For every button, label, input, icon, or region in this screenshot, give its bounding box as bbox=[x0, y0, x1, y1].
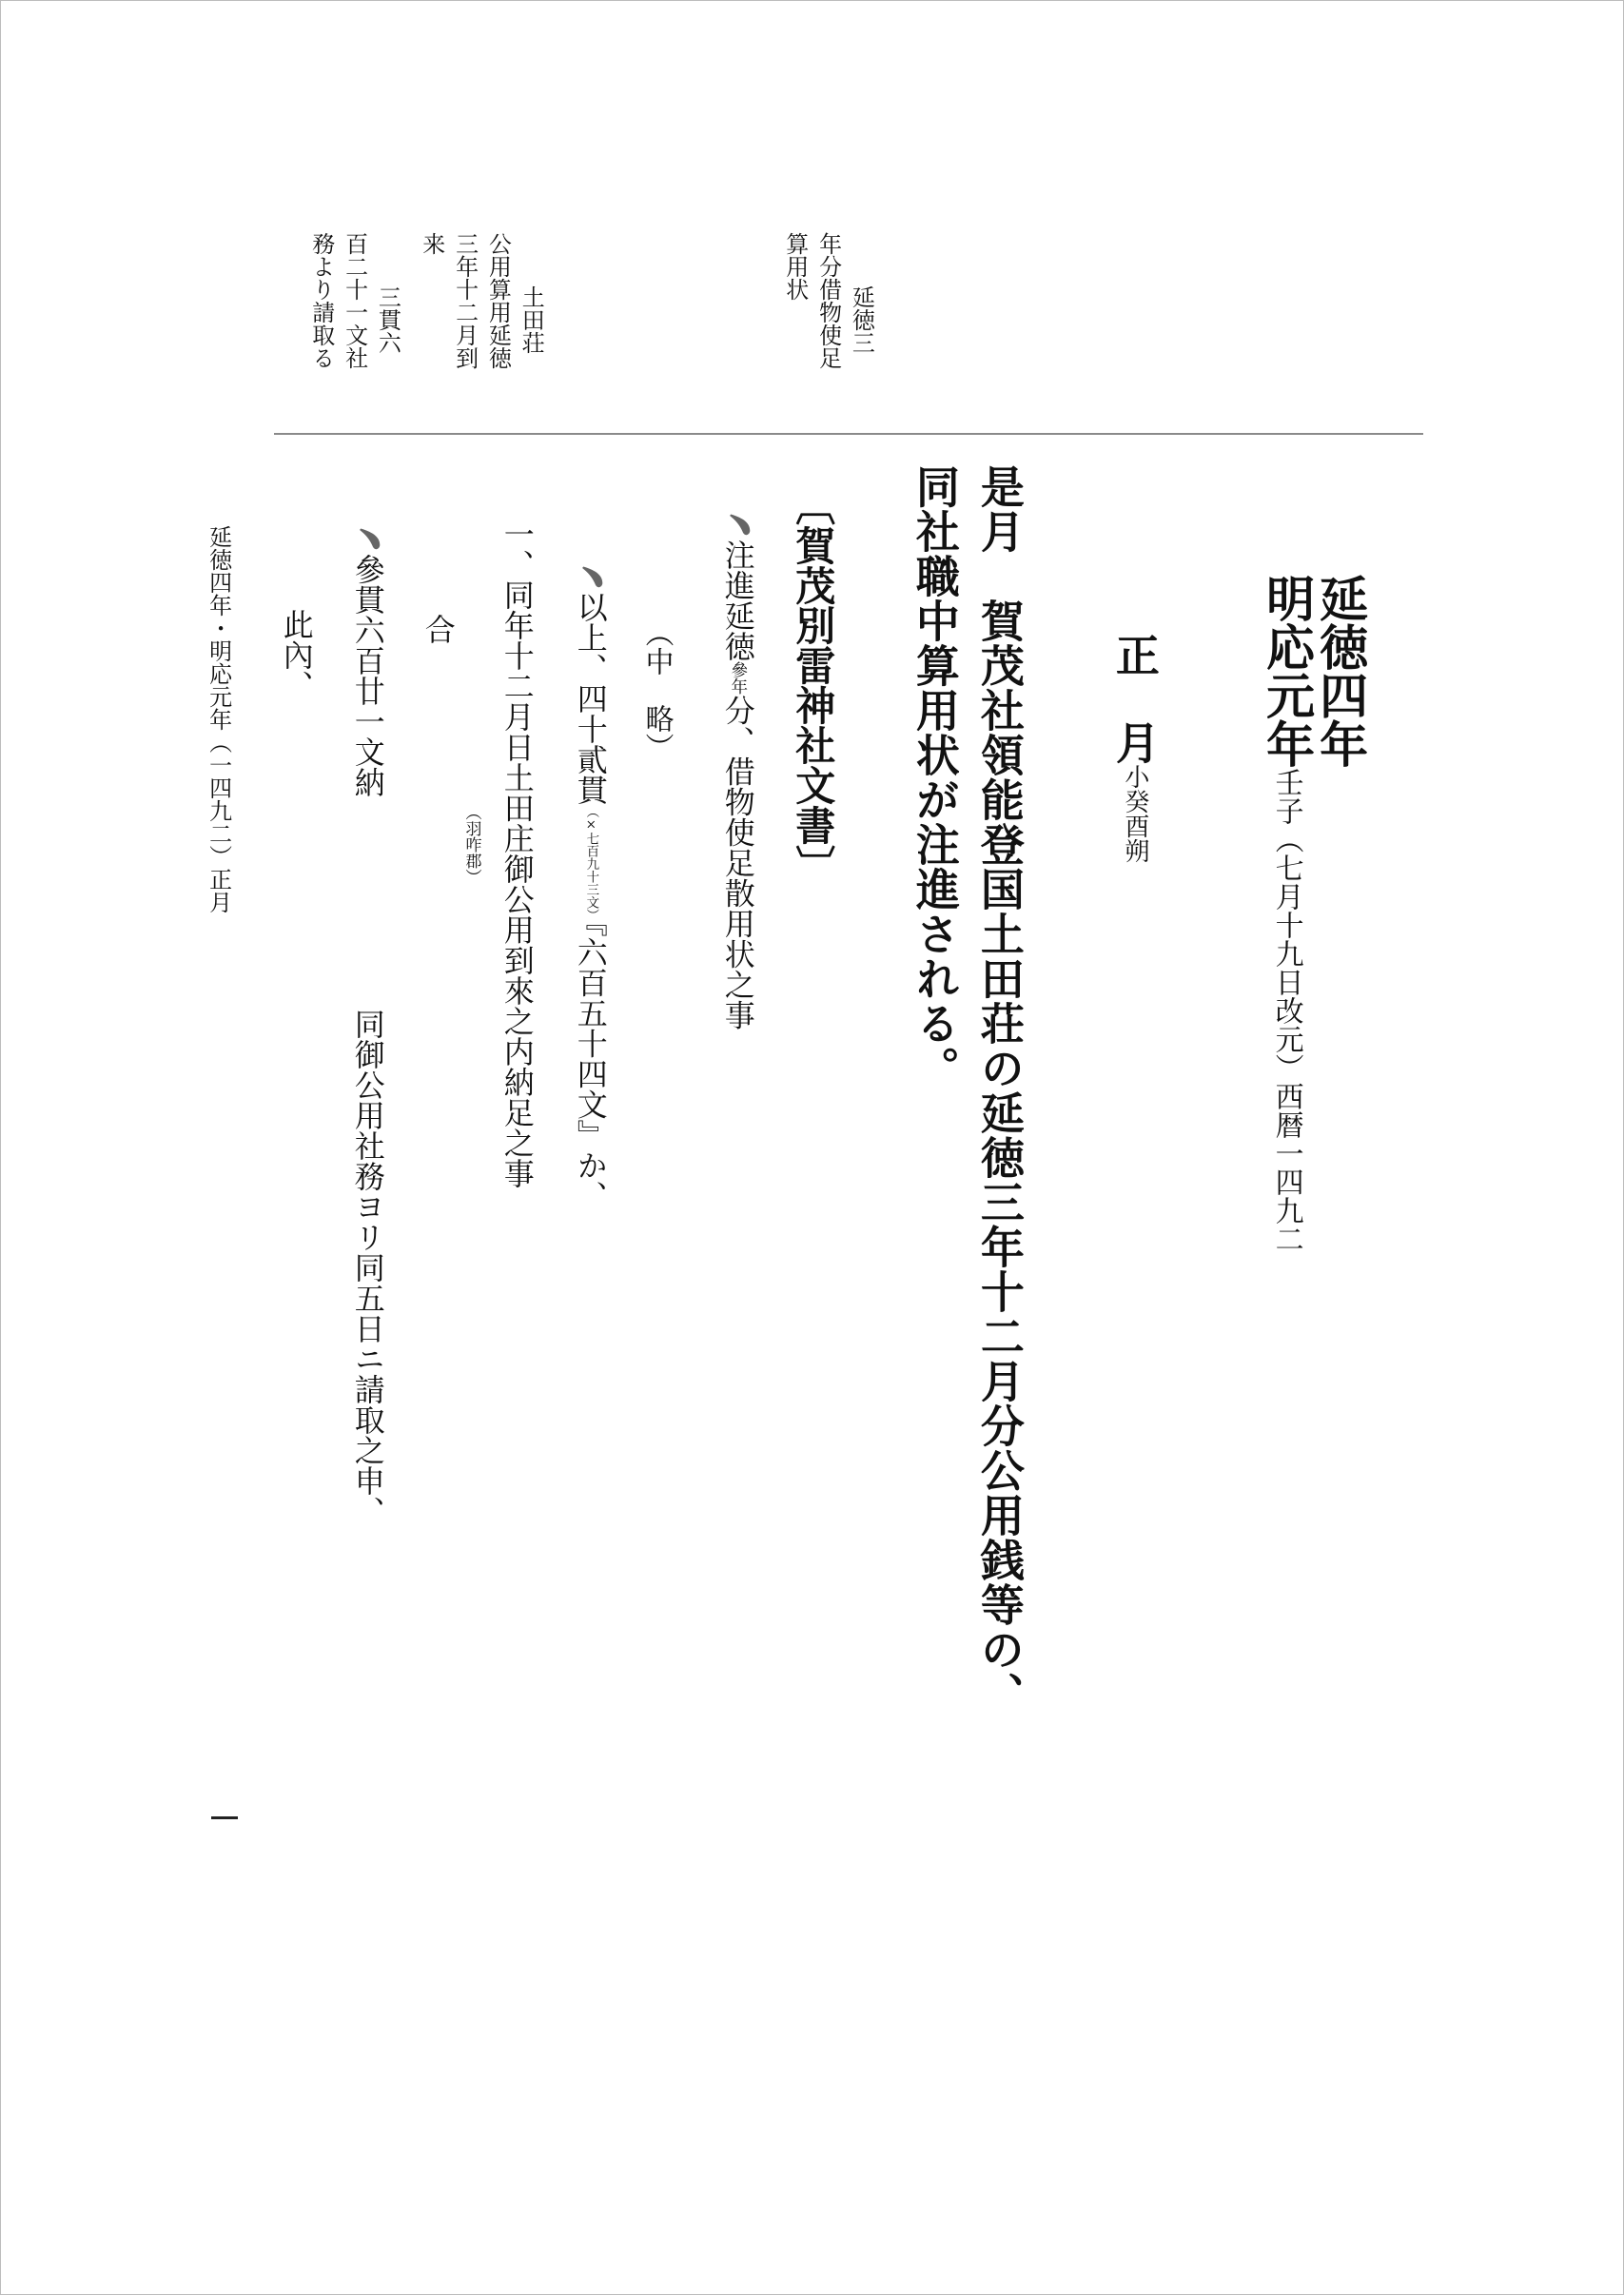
document-title-pre: 注進延徳 bbox=[719, 539, 756, 661]
omission-note bbox=[639, 618, 673, 761]
document-title-interlinear: 參年 bbox=[728, 661, 748, 696]
era-name-meio: 明応元年 bbox=[1257, 574, 1315, 768]
konai-text: 此內、 bbox=[278, 609, 315, 700]
headnote-2-text: 土田荘公用算用延徳三年十二月到来 bbox=[418, 232, 545, 369]
year-heading-era2 bbox=[1258, 574, 1314, 1253]
western-year: 西暦一四九二 bbox=[1269, 1082, 1303, 1253]
summary-text-1: 是月 賀茂社領能登国土田荘の延徳三年十二月分公用銭等の、 bbox=[973, 464, 1026, 1716]
item-note-text: （羽咋郡） bbox=[461, 804, 481, 885]
summary-line-2 bbox=[910, 464, 960, 1090]
headnote-3 bbox=[304, 232, 437, 369]
month-first-day: 癸酉朔 bbox=[1120, 789, 1149, 863]
document-title bbox=[720, 509, 755, 1030]
correction-mark: ﹅ bbox=[572, 561, 609, 592]
month-size: 小 bbox=[1120, 764, 1149, 789]
headnote-divider bbox=[274, 433, 1423, 435]
eto-label: 壬子 bbox=[1269, 768, 1303, 825]
payment-line bbox=[350, 523, 385, 797]
item-line-text: 一、同年十二月日土田庄御公用到來之内納足之事 bbox=[499, 519, 536, 1188]
running-head bbox=[205, 525, 231, 913]
page-number-mark bbox=[211, 1816, 238, 1819]
month-heading bbox=[1109, 633, 1160, 863]
headnote-2 bbox=[415, 232, 580, 369]
go-line bbox=[421, 614, 456, 644]
payment-detail-line bbox=[350, 1009, 385, 1526]
konai-line bbox=[279, 609, 314, 700]
summary-text-2: 同社職中算用状が注進される。 bbox=[909, 464, 961, 1090]
era-name-entoku: 延徳四年 bbox=[1310, 574, 1368, 768]
item-line bbox=[499, 519, 535, 1188]
total-note: （×七百九十三文） bbox=[583, 805, 598, 922]
document-title-post: 分、借物使足散用状之事 bbox=[719, 695, 756, 1030]
total-post: か、 bbox=[572, 1149, 609, 1211]
correction-mark: ﹅ bbox=[719, 509, 756, 539]
source-title bbox=[790, 485, 835, 885]
correction-mark: ﹅ bbox=[349, 523, 386, 554]
source-title-text: 〔賀茂別雷神社文書〕 bbox=[790, 485, 837, 885]
payment-text: 參貫六百廿一文納 bbox=[349, 554, 386, 797]
payment-detail-text: 同御公用社務ヨリ同五日ニ請取之申、 bbox=[349, 1009, 386, 1526]
summary-line-1 bbox=[974, 464, 1025, 1716]
item-note bbox=[461, 804, 480, 885]
headnote-1-text: 延徳三年分借物使足算用状 bbox=[781, 232, 875, 369]
headnote-3-text: 三貫六百二十一文社務より請取る bbox=[307, 232, 401, 369]
headnote-1 bbox=[778, 232, 910, 370]
month-label: 正 月 bbox=[1108, 633, 1161, 764]
go-text: 合 bbox=[420, 614, 457, 644]
year-heading-era1 bbox=[1311, 574, 1367, 768]
total-quote: 『六百五十四文』 bbox=[572, 921, 609, 1150]
total-pre: 以上、四十貳貫 bbox=[572, 592, 609, 805]
total-line bbox=[573, 561, 608, 1211]
kaigen-note: （七月十九日改元） bbox=[1269, 825, 1303, 1082]
omission-note-text: （中 略） bbox=[639, 618, 674, 761]
running-head-text: 延徳四年・明応元年（一四九二）正月 bbox=[205, 525, 232, 913]
